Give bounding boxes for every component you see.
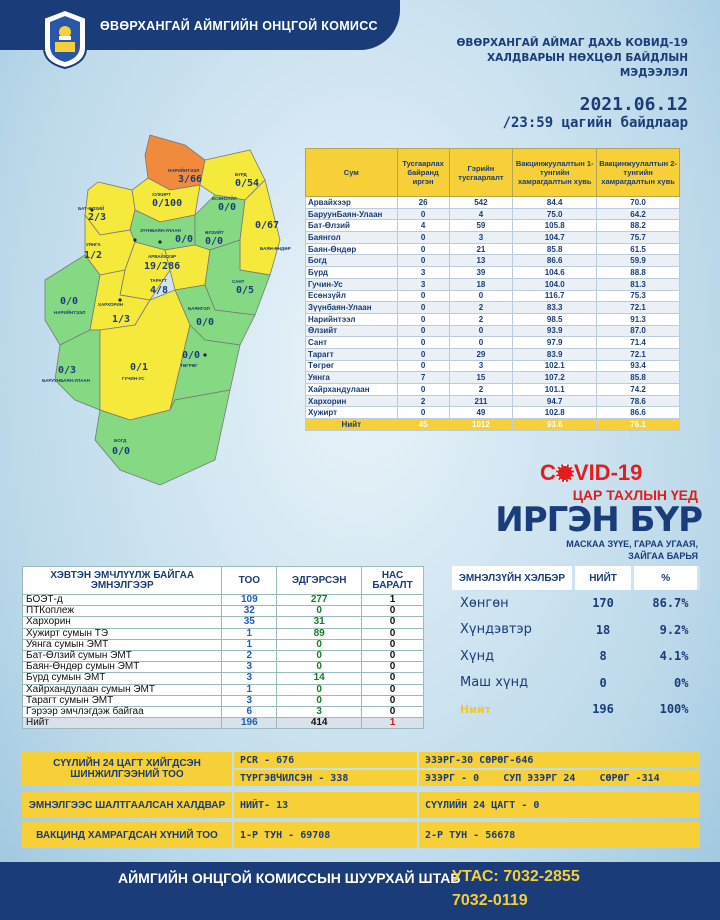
table-cell: 91.3 (597, 313, 680, 325)
table-cell: 86.6 (513, 255, 597, 267)
table-row (306, 208, 680, 220)
table-cell: Бүрд (306, 267, 398, 279)
table-cell: Хүнд (460, 648, 495, 664)
table-cell: 26 (397, 197, 449, 209)
hospital-infection-24h: СҮҮЛИЙН 24 ЦАГТ - 0 (419, 792, 700, 818)
province-map (40, 130, 310, 490)
table-cell: 93.9 (513, 325, 597, 337)
region-value: 0/0 (196, 317, 215, 328)
table-cell: Нарийнтээл (306, 313, 398, 325)
table-cell: Маш хүнд (460, 675, 529, 691)
region-label: ТАРАГТ (150, 278, 167, 283)
pandemic-text: ЦАР ТАХЛЫН ҮЕД (572, 487, 698, 503)
table-cell: 59 (449, 220, 513, 232)
table-row (306, 232, 680, 244)
footer-phone: 7032-0119 (452, 892, 528, 909)
table-cell: 76.1 (597, 419, 680, 431)
table-cell: Бүрд сумын ЭМТ (23, 673, 222, 684)
table-cell: 211 (449, 395, 513, 407)
table-row (23, 695, 424, 706)
region-label: БҮРД (235, 172, 247, 177)
table-row (306, 278, 680, 290)
table-cell: 3 (397, 267, 449, 279)
region-value: 3/66 (178, 174, 203, 185)
table-cell: Гучин-Ус (306, 278, 398, 290)
region-value: 2/3 (88, 212, 107, 223)
table-cell: 0 (277, 606, 362, 617)
table-cell: 0 (397, 325, 449, 337)
table-cell: 0 (362, 639, 424, 650)
table-cell: 0 (397, 337, 449, 349)
table-row (306, 395, 680, 407)
table-row (306, 407, 680, 419)
table-cell: 84.4 (513, 197, 597, 209)
table-cell: 102.1 (513, 360, 597, 372)
table-cell: БОЭТ-д (23, 595, 222, 606)
table-row (306, 220, 680, 232)
table-cell: 29 (449, 348, 513, 360)
covid-text: VID-19 (573, 460, 643, 485)
table-cell: 0% (674, 675, 689, 690)
table-cell: 86.7% (652, 596, 689, 611)
table-cell: 1 (222, 639, 277, 650)
rapid-results (419, 770, 700, 786)
table-cell: 277 (277, 595, 362, 606)
table-cell: 0 (449, 337, 513, 349)
table-cell: 0 (362, 606, 424, 617)
footer-phone: УТАС: 7032-2855 (452, 868, 580, 885)
table-cell: 107.2 (513, 372, 597, 384)
table-cell: 0 (362, 706, 424, 717)
table-cell: Хужирт (306, 407, 398, 419)
region-label: ХУЖИРТ (152, 192, 171, 197)
table-cell: 542 (449, 197, 513, 209)
table-cell: Сант (306, 337, 398, 349)
region-value: 0/0 (182, 350, 201, 361)
table-row (306, 325, 680, 337)
table-cell: Хайрхандулаан (306, 384, 398, 396)
subtitle-line: ӨВӨРХАНГАЙ АЙМАГ ДАХЬ КОВИД-19 (456, 37, 688, 49)
table-cell: Бат-Өлзий (306, 220, 398, 232)
column-header: % (633, 566, 699, 590)
table-cell: 2 (449, 302, 513, 314)
table-row (23, 662, 424, 673)
table-cell: 31 (277, 617, 362, 628)
table-row (306, 290, 680, 302)
table-cell: 0 (397, 290, 449, 302)
table-cell: 102.8 (513, 407, 597, 419)
advice-line: МАСКАА ЗҮҮЕ, ГАРАА УГААЯ, (566, 539, 698, 549)
table-cell: 85.8 (597, 372, 680, 384)
table-cell: 98.5 (513, 313, 597, 325)
column-header: Гэрийн тусгаарлалт (449, 149, 513, 197)
column-header: Вакцинжуулалтын 2-тунгийн хамрагдалтын хувь (597, 149, 680, 197)
table-cell: 170 (592, 596, 614, 611)
table-cell: 8 (599, 649, 607, 664)
column-header: ХЭВТЭН ЭМЧЛҮҮЛЖ БАЙГАА ЭМНЭЛГЭЭР (23, 567, 222, 595)
footer-bar (0, 862, 720, 920)
total-row (23, 718, 424, 729)
table-cell: 4 (397, 220, 449, 232)
column-header: Вакцинжуулалтын 1-тунгийн хамрагдалтын хувь (513, 149, 597, 197)
table-cell: 21 (449, 243, 513, 255)
rapid-count: ТҮРГЭВЧИЛСЭН - 338 (234, 770, 417, 786)
covid-logo (540, 460, 642, 486)
table-row (306, 255, 680, 267)
region-value: 19/286 (144, 261, 181, 272)
table-cell: 2 (449, 313, 513, 325)
table-cell: 61.5 (597, 243, 680, 255)
time-text: /23:59 цагийн байдлаар (502, 115, 688, 131)
table-cell: 0 (397, 232, 449, 244)
table-cell: 0 (397, 302, 449, 314)
table-cell: Богд (306, 255, 398, 267)
table-cell: 49 (449, 407, 513, 419)
table-cell: 104.6 (513, 267, 597, 279)
table-cell: Бат-Өлзий сумын ЭМТ (23, 650, 222, 661)
table-cell: 18 (595, 622, 611, 637)
region-label: ЗҮҮНБАЯН-УЛААН (140, 228, 181, 233)
table-cell: 3 (222, 673, 277, 684)
column-header: ЭМНЭЛЗҮЙН ХЭЛБЭР (452, 566, 573, 590)
table-cell: Баян-Өндөр (306, 243, 398, 255)
table-cell: 0 (397, 313, 449, 325)
table-cell: 0 (362, 617, 424, 628)
suspected-count: СУП ЭЗЭРГ 24 (503, 772, 576, 784)
region-label: БАТ-ӨЛЗИЙ (78, 206, 105, 211)
table-cell: 7 (397, 372, 449, 384)
emblem-icon (40, 8, 90, 70)
table-cell: 3 (449, 360, 513, 372)
region-value: 0/0 (112, 446, 131, 457)
table-row (306, 302, 680, 314)
region-label: ХАРХОРИН (98, 302, 123, 307)
table-cell: 85.8 (513, 243, 597, 255)
table-cell: 1 (362, 718, 424, 729)
hospital-infection-total: НИЙТ- 13 (234, 792, 417, 818)
region-label: УЯНГА (86, 242, 101, 247)
tests-label: СҮҮЛИЙН 24 ЦАГТ ХИЙГДСЭН ШИНЖИЛГЭЭНИЙ ТОО (22, 752, 232, 786)
subtitle-line: ХАЛДВАРЫН НӨХЦӨЛ БАЙДЛЫН МЭДЭЭЛЭЛ (487, 52, 688, 79)
table-cell: Хүндэвтэр (460, 622, 532, 638)
table-cell: 3 (222, 695, 277, 706)
table-row (306, 348, 680, 360)
table-cell: 3 (277, 706, 362, 717)
region-value: 0/1 (130, 362, 149, 373)
table-cell: 0 (362, 662, 424, 673)
region-label: ЕСӨНЗҮЙЛ (212, 196, 237, 201)
severity-table (452, 566, 700, 723)
table-cell: 3 (222, 662, 277, 673)
tests-row (22, 752, 700, 786)
table-cell: Баянгол (306, 232, 398, 244)
table-cell: 75.0 (513, 208, 597, 220)
total-row (306, 419, 680, 431)
table-cell: 45 (397, 419, 449, 431)
table-cell: 0 (397, 360, 449, 372)
table-cell: Гэрээр эмчлэгдэж байгаа (23, 706, 222, 717)
table-cell: Хужирт сумын ТЭ (23, 628, 222, 639)
table-cell: 86.6 (597, 407, 680, 419)
table-cell: 2 (222, 650, 277, 661)
hospital-infection-label: ЭМНЭЛГЭЭС ШАЛТГААЛСАН ХАЛДВАР (22, 792, 232, 818)
table-cell: 0 (397, 384, 449, 396)
table-cell: 0 (277, 695, 362, 706)
table-cell: 70.0 (597, 197, 680, 209)
region-label: ӨЛЗИЙТ (205, 230, 224, 235)
table-cell: Хархорин (23, 617, 222, 628)
pcr-count: PCR - 676 (234, 752, 417, 768)
table-cell: Уянга сумын ЭМТ (23, 639, 222, 650)
table-cell: 116.7 (513, 290, 597, 302)
table-cell: Зүүнбаян-Улаан (306, 302, 398, 314)
table-cell: 0 (277, 684, 362, 695)
table-cell: 2 (397, 395, 449, 407)
table-cell: 0 (397, 348, 449, 360)
region-label: НАРИЙНТЭЭЛ (168, 168, 200, 173)
table-cell: 0 (277, 650, 362, 661)
table-cell: 3 (449, 232, 513, 244)
table-cell: 2 (449, 384, 513, 396)
table-cell: 4.1% (659, 649, 689, 664)
column-header: Сум (306, 149, 398, 197)
table-cell: 196 (222, 718, 277, 729)
table-cell: 0 (599, 675, 607, 690)
table-row (452, 643, 699, 670)
table-cell: Баян-Өндөр сумын ЭМТ (23, 662, 222, 673)
table-cell: 87.0 (597, 325, 680, 337)
table-cell: 93.4 (597, 360, 680, 372)
table-cell: 97.9 (513, 337, 597, 349)
table-cell: 101.1 (513, 384, 597, 396)
table-cell: Нийт (23, 718, 222, 729)
table-cell: 0 (362, 673, 424, 684)
vaccine-dose2: 2-Р ТУН - 56678 (419, 822, 700, 848)
footer-text: АЙМГИЙН ОНЦГОЙ КОМИССЫН ШУУРХАЙ ШТАБ (118, 870, 461, 886)
region-value: 0/0 (205, 236, 224, 247)
map-dot (133, 238, 136, 241)
region-value: 0/3 (58, 365, 77, 376)
table-cell: 6 (222, 706, 277, 717)
table-cell: 72.1 (597, 348, 680, 360)
table-row (306, 372, 680, 384)
covid-letter: C (540, 460, 556, 485)
table-row (23, 606, 424, 617)
table-cell: БаруунБаян-Улаан (306, 208, 398, 220)
table-cell: 35 (222, 617, 277, 628)
region-label: НАРИЙНТЭЭЛ (54, 310, 86, 315)
table-cell: 81.3 (597, 278, 680, 290)
region-value: 1/2 (84, 250, 103, 261)
region-value: 0/0 (218, 202, 237, 213)
table-cell: 0 (397, 243, 449, 255)
table-row (306, 384, 680, 396)
table-row (23, 628, 424, 639)
region-label: АРВАЙХЭЭР (148, 254, 177, 259)
table-row (23, 595, 424, 606)
region-value: 0/100 (152, 198, 183, 209)
table-cell: 1 (222, 684, 277, 695)
map-dot (203, 353, 206, 356)
sum-table (305, 148, 680, 431)
table-cell: 0 (397, 208, 449, 220)
table-cell: 72.1 (597, 302, 680, 314)
table-cell: 75.7 (597, 232, 680, 244)
table-cell: 414 (277, 718, 362, 729)
region-label: БОГД (114, 438, 127, 443)
table-cell: 64.2 (597, 208, 680, 220)
hospital-table (22, 566, 424, 729)
advice-text (518, 538, 698, 562)
table-cell: 75.3 (597, 290, 680, 302)
table-cell: Өлзийт (306, 325, 398, 337)
table-cell: Есөнзүйл (306, 290, 398, 302)
table-cell: 0 (397, 255, 449, 267)
region-label: БАЯН-ӨНДӨР (260, 246, 291, 251)
table-cell: Нийт (460, 702, 491, 716)
table-row (452, 670, 699, 697)
table-cell: Тарагт сумын ЭМТ (23, 695, 222, 706)
table-cell: 14 (277, 673, 362, 684)
table-cell: Уянга (306, 372, 398, 384)
table-cell: 88.2 (597, 220, 680, 232)
table-cell: 4 (449, 208, 513, 220)
column-header: НИЙТ (573, 566, 633, 590)
table-row (23, 684, 424, 695)
table-header-row (306, 149, 680, 197)
table-cell: 196 (592, 702, 614, 717)
table-cell: 78.6 (597, 395, 680, 407)
table-cell: 32 (222, 606, 277, 617)
region-label: БАРУУНБАЯН-УЛААН (42, 378, 90, 383)
table-row (23, 639, 424, 650)
table-row (306, 313, 680, 325)
region-value: 0/54 (235, 178, 260, 189)
column-header: НАС БАРАЛТ (362, 567, 424, 595)
table-cell: 13 (449, 255, 513, 267)
table-row (306, 337, 680, 349)
table-row (23, 617, 424, 628)
table-cell: 0 (277, 662, 362, 673)
table-cell: 93.6 (513, 419, 597, 431)
negative-count: СӨРӨГ -314 (599, 772, 660, 784)
table-cell: 1 (362, 595, 424, 606)
hospital-infection-row (22, 792, 700, 818)
pcr-results: ЭЗЭРГ-30 СӨРӨГ-646 (419, 752, 700, 768)
table-cell: Хөнгөн (460, 595, 509, 611)
table-cell: 39 (449, 267, 513, 279)
total-row (452, 696, 699, 723)
table-cell: 15 (449, 372, 513, 384)
table-cell: Нийт (306, 419, 398, 431)
table-cell: Хайрхандулаан сумын ЭМТ (23, 684, 222, 695)
vaccine-label: ВАКЦИНД ХАМРАГДСАН ХҮНИЙ ТОО (22, 822, 232, 848)
table-row (23, 706, 424, 717)
citizen-text: ИРГЭН БҮР (495, 500, 702, 540)
table-cell: 109 (222, 595, 277, 606)
table-cell: Төгрөг (306, 360, 398, 372)
region-value: 0/67 (255, 220, 280, 231)
table-cell: 9.2% (659, 622, 689, 637)
region-label: ГУЧИН-УС (122, 376, 145, 381)
table-cell: 100% (659, 702, 689, 717)
table-cell: 94.7 (513, 395, 597, 407)
virus-icon (556, 464, 574, 482)
table-cell: 0 (362, 684, 424, 695)
report-date (503, 96, 688, 132)
table-cell: 88.8 (597, 267, 680, 279)
positive-count: ЭЗЭРГ - 0 (425, 772, 480, 784)
region-value: 0/0 (60, 296, 79, 307)
region-value: 0/5 (236, 285, 255, 296)
table-row (23, 650, 424, 661)
table-cell: 74.2 (597, 384, 680, 396)
table-cell: 89 (277, 628, 362, 639)
table-cell: 105.8 (513, 220, 597, 232)
page-title: ӨВӨРХАНГАЙ АЙМГИЙН ОНЦГОЙ КОМИСС (100, 19, 378, 33)
table-cell: 0 (449, 325, 513, 337)
report-subtitle (428, 36, 688, 81)
table-cell: 1012 (449, 419, 513, 431)
table-cell: ПТКоплеж (23, 606, 222, 617)
region-value: 0/0 (175, 234, 194, 245)
region-label: САНТ (232, 279, 245, 284)
table-cell: 1 (222, 628, 277, 639)
table-row (306, 197, 680, 209)
table-cell: Тарагт (306, 348, 398, 360)
table-row (306, 243, 680, 255)
table-cell: 104.0 (513, 278, 597, 290)
table-cell: 104.7 (513, 232, 597, 244)
vaccine-row (22, 822, 700, 848)
table-header-row (23, 567, 424, 595)
table-cell: 0 (449, 290, 513, 302)
table-cell: Хархорин (306, 395, 398, 407)
region-value: 1/3 (112, 314, 131, 325)
table-cell: 0 (362, 650, 424, 661)
table-row (306, 360, 680, 372)
column-header: ЭДГЭРСЭН (277, 567, 362, 595)
table-row (452, 590, 699, 617)
region-label: ТӨГРӨГ (180, 363, 198, 368)
table-cell: Арвайхээр (306, 197, 398, 209)
table-row (306, 267, 680, 279)
column-header: Тусгаарлах байранд иргэн (397, 149, 449, 197)
column-header: ТОО (222, 567, 277, 595)
table-cell: 3 (397, 278, 449, 290)
table-cell: 18 (449, 278, 513, 290)
vaccine-dose1: 1-Р ТУН - 69708 (234, 822, 417, 848)
map-dot (158, 240, 161, 243)
table-cell: 83.9 (513, 348, 597, 360)
region-value: 4/8 (150, 285, 169, 296)
table-cell: 83.3 (513, 302, 597, 314)
advice-line: ЗАЙГАА БАРЬЯ (628, 551, 698, 561)
region-label: БАЯНГОЛ (188, 306, 210, 311)
table-cell: 0 (277, 639, 362, 650)
table-header-row (452, 566, 699, 590)
table-row (452, 617, 699, 644)
table-cell: 0 (362, 628, 424, 639)
table-row (23, 673, 424, 684)
table-cell: 0 (362, 695, 424, 706)
table-cell: 71.4 (597, 337, 680, 349)
table-cell: 59.9 (597, 255, 680, 267)
date-text: 2021.06.12 (579, 94, 688, 115)
table-cell: 0 (397, 407, 449, 419)
